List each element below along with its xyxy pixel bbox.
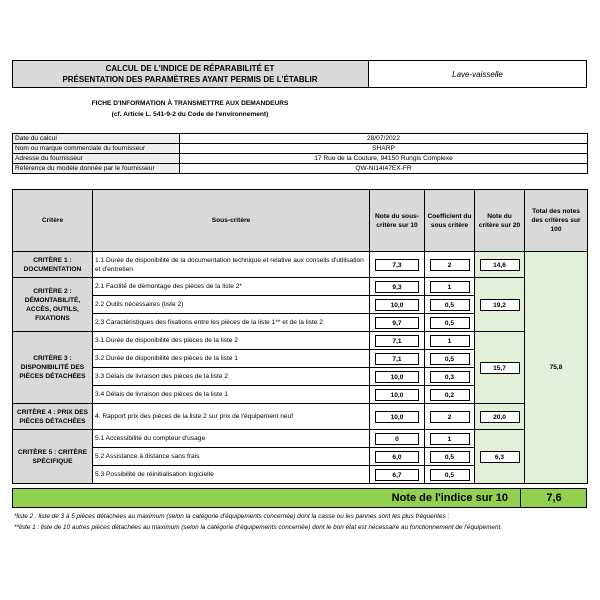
supplier-info-table [12,133,588,174]
sub-criterion-label: 2.1 Facilité de démontage des pièces de la liste 2* [93,278,370,296]
sub-criterion-label: 5.1 Accessibilité du compteur d'usage [93,430,370,448]
info-row [13,134,588,144]
col-header-sous-critere: Sous-critère [93,190,370,252]
sub-criterion-coef: 0,5 [430,317,470,329]
scoring-table [12,189,588,484]
table-row [13,430,588,448]
info-row [13,164,588,174]
sub-criterion-label: 3.4 Délais de livraison des pièces de la liste 1 [93,386,370,404]
sub-criterion-note: 0 [375,433,419,445]
info-row [13,144,588,154]
sub-criterion-label: 1.1 Durée de disponibilité de la documentation technique et relative aux conseils d'utilisation et d'entretien [93,252,370,278]
table-row [13,252,588,278]
col-header-note-critere: Note du critère sur 20 [475,190,525,252]
sub-criterion-note: 7,1 [375,353,419,365]
col-header-note-sous: Note du sous-critère sur 10 [370,190,425,252]
criterion-note: 6,3 [480,451,520,463]
sub-criterion-label: 3.3 Délais de livraison des pièces de la liste 2 [93,368,370,386]
info-value: 17 Rue de la Couture, 94150 Rungis Complexe [180,154,588,164]
title-line-1: CALCUL DE L'INDICE DE RÉPARABILITÉ ET [105,64,275,73]
table-header-row [13,190,588,252]
table-row [13,278,588,296]
info-value: 28/07/2022 [180,134,588,144]
sub-criterion-coef: 2 [430,259,470,271]
criterion-label: CRITÈRE 3 : DISPONIBILITÉ DES PIÈCES DÉTACHÉES [13,332,93,404]
sub-criterion-coef: 1 [430,433,470,445]
sub-criterion-note: 10,0 [375,389,419,401]
sub-criterion-label: 2.2 Outils nécessaires (liste 2) [93,296,370,314]
sub-criterion-note: 6,0 [375,451,419,463]
sub-criterion-label: 5.3 Possibilité de réinitialisation logicielle [93,466,370,484]
sub-criterion-coef: 2 [430,411,470,423]
col-header-total: Total des notes des critères sur 100 [525,190,588,252]
info-value: SHARP [180,144,588,154]
info-row [13,154,588,164]
sub-criterion-coef: 0,5 [430,353,470,365]
fiche-heading [12,98,368,120]
info-label: Date du calcul [13,134,180,144]
sub-criterion-label: 3.1 Durée de disponibilité des pièces de la liste 2 [93,332,370,350]
sub-criterion-coef: 0,5 [430,451,470,463]
info-label: Adresse du fournisseur [13,154,180,164]
footnote-liste-1: **liste 1 : liste de 10 autres pièces détachées au maximum (selon la catégorie d'équipements concernée) dont le bon état est nécessaire au fonctionnement de l'équipement. [14,524,503,531]
sub-criterion-coef: 0,5 [430,299,470,311]
title-line-2: PRÉSENTATION DES PARAMÈTRES AYANT PERMIS DE L'ÉTABLIR [62,75,318,84]
criterion-label: CRITÈRE 4 : PRIX DES PIÈCES DÉTACHÉES [13,404,93,430]
sub-criterion-coef: 0,3 [430,371,470,383]
criterion-note: 14,6 [480,259,520,271]
final-score-value: 7,6 [520,488,587,508]
sub-criterion-note: 10,0 [375,299,419,311]
sub-criterion-note: 6,7 [375,469,419,481]
criterion-label: CRITÈRE 5 : CRITÈRE SPÉCIFIQUE [13,430,93,484]
final-score-label: Note de l'indice sur 10 [391,492,508,504]
col-header-critere: Critère [13,190,93,252]
sub-criterion-label: 2.3 Caractéristiques des fixations entre les pièces de la liste 1** et de la liste 2 [93,314,370,332]
info-value: QW-NI14I47EX-FR [180,164,588,174]
criterion-note: 19,2 [480,299,520,311]
sub-criterion-note: 10,0 [375,371,419,383]
info-label: Référence du modèle donnée par le fournisseur [13,164,180,174]
footnote-liste-2: *liste 2 : liste de 3 à 5 pièces détachées au maximum (selon la catégorie d'équipements concernée) dont la casse ou les pannes sont les plus fréquentes ; [14,513,450,520]
fiche-line-1: FICHE D'INFORMATION À TRANSMETTRE AUX DEMANDEURS [91,100,289,107]
criterion-label: CRITÈRE 1 : DOCUMENTATION [13,252,93,278]
info-label: Nom ou marque commerciale du fournisseur [13,144,180,154]
product-category: Lave-vaisselle [368,60,587,88]
sub-criterion-note: 9,3 [375,281,419,293]
criterion-note: 15,7 [480,362,520,374]
sub-criterion-coef: 0,5 [430,469,470,481]
criterion-note: 20,0 [480,411,520,423]
sub-criterion-label: 3.2 Durée de disponibilité des pièces de la liste 1 [93,350,370,368]
total-score: 75,8 [525,252,588,484]
table-row [13,332,588,350]
table-row [13,404,588,430]
col-header-coef: Coefficient du sous critère [425,190,475,252]
document-title [12,60,368,88]
sub-criterion-note: 9,7 [375,317,419,329]
sub-criterion-coef: 0,2 [430,389,470,401]
sub-criterion-note: 10,0 [375,411,419,423]
sub-criterion-note: 7,1 [375,335,419,347]
sub-criterion-note: 7,3 [375,259,419,271]
sub-criterion-label: 5.2 Assistance à distance sans frais [93,448,370,466]
fiche-line-2: (cf. Article L. 541-9-2 du Code de l'environnement) [111,111,269,118]
sub-criterion-coef: 1 [430,335,470,347]
sub-criterion-coef: 1 [430,281,470,293]
sub-criterion-label: 4. Rapport prix des pièces de la liste 2 sur prix de l'équipement neuf [93,404,370,430]
criterion-label: CRITÈRE 2 : DÉMONTABILITÉ, ACCÈS, OUTILS, FIXATIONS [13,278,93,332]
